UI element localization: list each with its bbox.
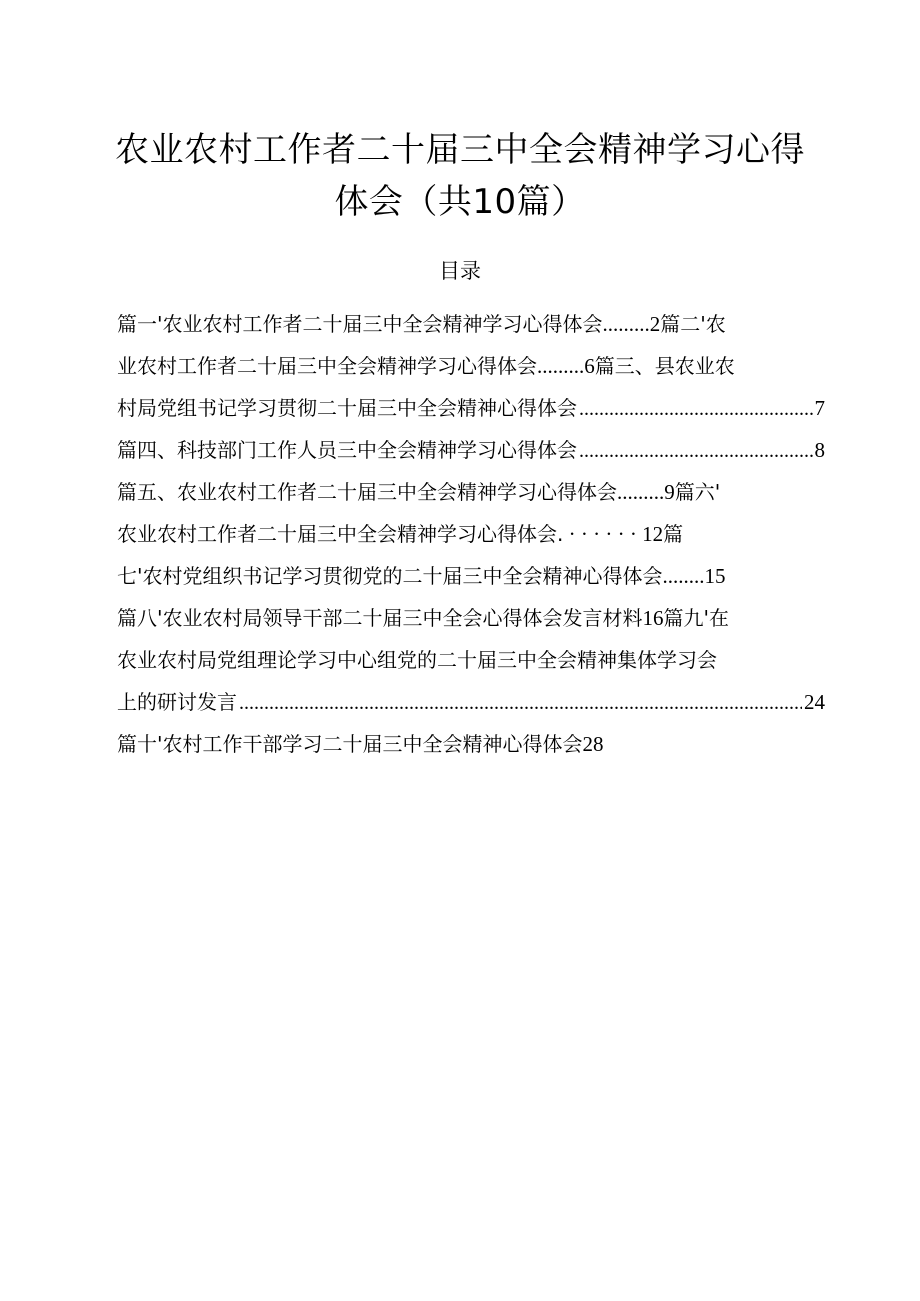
toc-line <box>117 513 825 555</box>
toc-page-number: 9 <box>664 480 675 504</box>
toc-entry-text: 篇九'在 <box>663 606 729 630</box>
toc-line <box>117 429 825 471</box>
toc-entry-text: 农业农村工作者二十届三中全会精神学习心得体会. <box>117 522 564 546</box>
toc-page-number: 28 <box>582 732 604 756</box>
toc-entry-text: 篇二'农 <box>660 312 726 336</box>
toc-page-number: 15 <box>704 564 726 588</box>
toc-entry-text: 篇五、农业农村工作者二十届三中全会精神学习心得体会 <box>117 480 617 504</box>
toc-leader <box>579 430 813 471</box>
toc-page-number: 6 <box>584 354 595 378</box>
toc-entry-text: 篇一'农业农村工作者二十届三中全会精神学习心得体会 <box>117 312 603 336</box>
toc-line <box>117 597 825 639</box>
toc-line <box>117 303 825 345</box>
toc-leader: ........ <box>662 564 705 588</box>
toc-entry-text: 七'农村党组织书记学习贯彻党的二十届三中全会精神心得体会 <box>117 564 663 588</box>
title-line-1: 农业农村工作者二十届三中全会精神学习心得 <box>115 130 805 170</box>
toc-entry-text: 篇 <box>663 522 684 546</box>
toc-line <box>117 681 825 723</box>
toc-page-number: 16 <box>642 606 664 630</box>
toc-leader <box>239 682 802 723</box>
toc-leader: ......... <box>602 312 650 336</box>
toc-line <box>117 555 825 597</box>
toc-page-number: 8 <box>814 438 825 462</box>
toc-entry-text: 篇三、县农业农 <box>594 354 735 378</box>
toc-page-number: 12 <box>642 522 664 546</box>
toc-page-number: 24 <box>804 690 825 714</box>
toc-entry-text: 篇十'农村工作干部学习二十届三中全会精神心得体会 <box>117 732 583 756</box>
toc-line <box>117 387 825 429</box>
toc-line <box>117 639 825 681</box>
toc-entry-text: 上的研讨发言 <box>117 690 237 714</box>
toc-line <box>117 471 825 513</box>
toc-leader <box>579 388 813 429</box>
toc-leader: ......... <box>537 354 585 378</box>
title-line-2: 体会（共10篇） <box>334 182 586 222</box>
toc-leader: · · · · · · <box>563 522 643 546</box>
table-of-contents <box>117 303 825 765</box>
toc-leader: ......... <box>617 480 665 504</box>
toc-entry-text: 篇六' <box>674 480 721 504</box>
toc-heading: 目录 <box>439 259 481 283</box>
toc-entry-text: 篇八'农业农村局领导干部二十届三中全会心得体会发言材料 <box>117 606 643 630</box>
toc-page-number: 7 <box>814 396 825 420</box>
toc-entry-text: 村局党组书记学习贯彻二十届三中全会精神心得体会 <box>117 396 577 420</box>
toc-line <box>117 345 825 387</box>
document-title <box>90 124 830 228</box>
toc-page-number: 2 <box>649 312 661 336</box>
toc-line <box>117 723 825 765</box>
toc-entry-text: 农业农村局党组理论学习中心组党的二十届三中全会精神集体学习会 <box>117 648 717 672</box>
toc-entry-text: 篇四、科技部门工作人员三中全会精神学习心得体会 <box>117 438 577 462</box>
toc-entry-text: 业农村工作者二十届三中全会精神学习心得体会 <box>117 354 537 378</box>
